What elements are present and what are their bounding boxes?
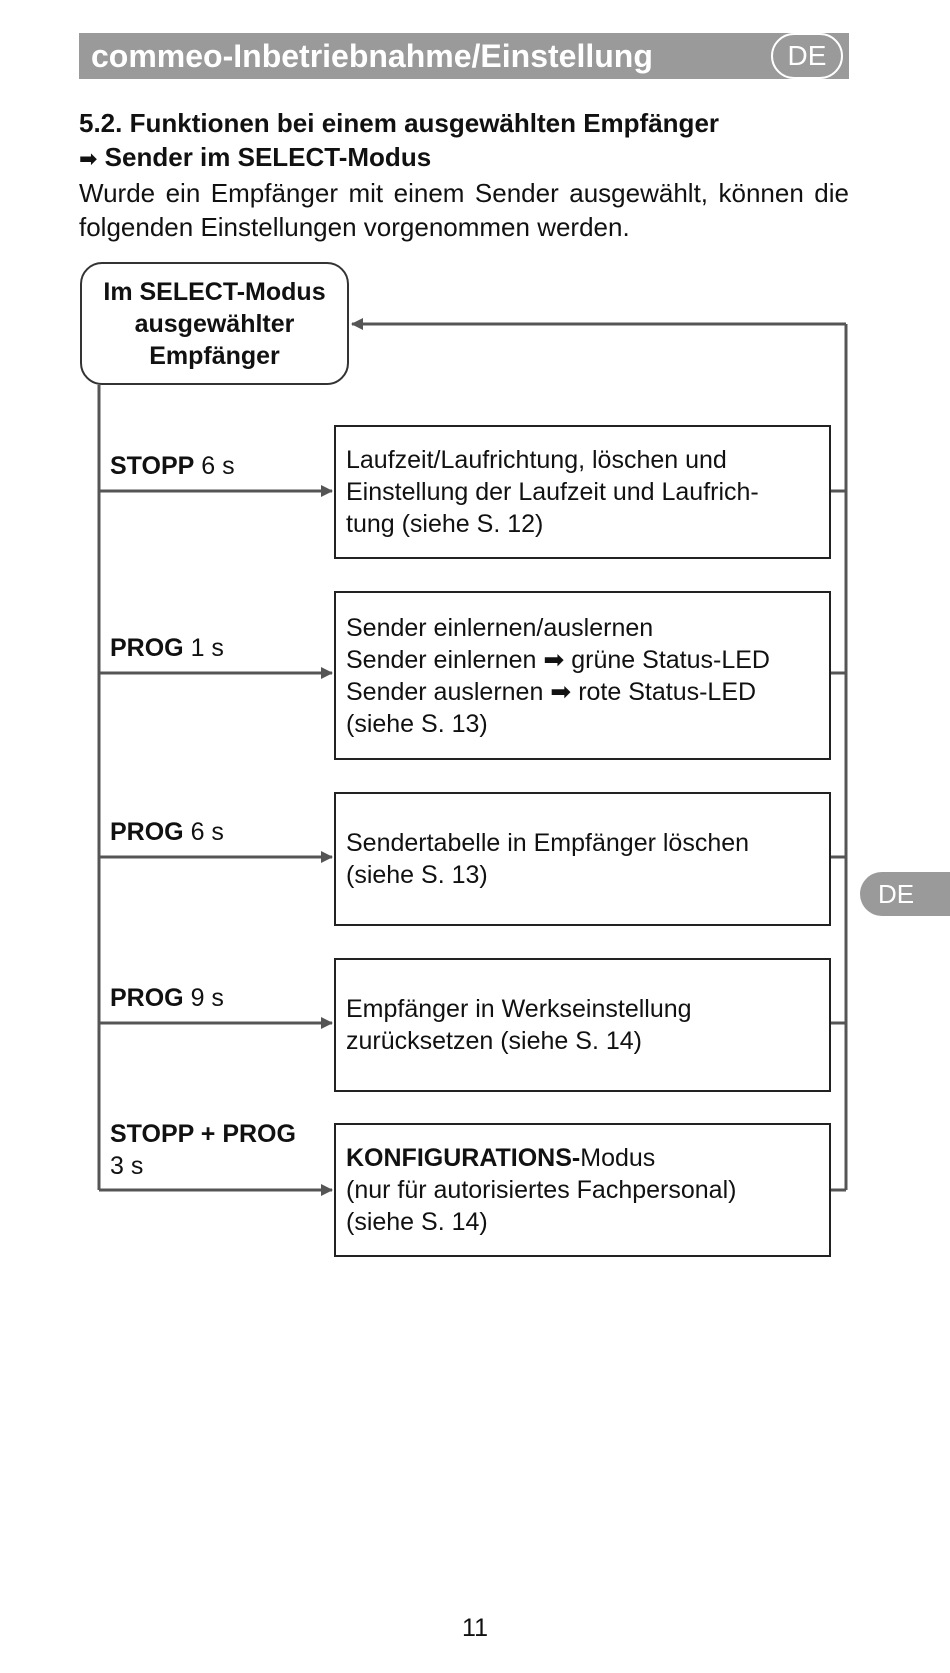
trigger-time: 1 s	[183, 634, 224, 662]
trigger-label-2	[110, 632, 224, 664]
trigger-time: 6 s	[194, 452, 235, 480]
action-box-clear-table	[334, 792, 831, 926]
subtitle-text: Sender im SELECT-Modus	[104, 142, 432, 172]
action-line: zurücksetzen (siehe S. 14)	[346, 1027, 642, 1055]
start-box-line: Empfänger	[149, 341, 280, 370]
start-box-line: Im SELECT-Modus	[103, 277, 326, 306]
action-line: Sender einlernen/auslernen	[346, 613, 654, 642]
trigger-label-3	[110, 816, 224, 848]
trigger-key: PROG	[110, 818, 184, 846]
trigger-key: PROG	[110, 984, 184, 1012]
language-badge: DE	[771, 33, 843, 79]
action-line: tung (siehe S. 12)	[346, 510, 544, 538]
action-line: Einstellung der Laufzeit und Laufrich-	[346, 478, 759, 506]
trigger-key: STOPP	[110, 452, 195, 480]
action-line	[346, 1142, 736, 1174]
page-number: 11	[462, 1614, 488, 1642]
action-line: (nur für autorisiertes Fachpersonal)	[346, 1176, 737, 1204]
trigger-time: 6 s	[183, 818, 224, 846]
action-box-factory-reset	[334, 958, 831, 1092]
action-box-learn-sender	[334, 591, 831, 760]
trigger-label-4	[110, 982, 224, 1014]
config-mode-rest: Modus	[580, 1144, 656, 1172]
action-line: (siehe S. 13)	[346, 709, 488, 738]
section-title: 5.2. Funktionen bei einem ausgewählten Empfänger	[79, 108, 720, 138]
start-box-selected-receiver	[80, 262, 349, 385]
arrow-right-icon: ➡	[79, 146, 98, 171]
action-line: Empfänger in Werkseinstellung	[346, 995, 692, 1023]
trigger-key: PROG	[110, 634, 184, 662]
intro-paragraph: Wurde ein Empfänger mit einem Sender ausgewählt, können die folgenden Einstellungen vorgenommen werden.	[79, 178, 849, 242]
header-title: commeo-Inbetriebnahme/Einstellung	[91, 38, 653, 74]
trigger-label-5	[110, 1118, 296, 1182]
action-box-runtime	[334, 425, 831, 559]
action-line: Sendertabelle in Empfänger löschen	[346, 829, 750, 857]
trigger-time: 9 s	[183, 984, 224, 1012]
action-line: Sender einlernen ➡ grüne Status-LED	[346, 645, 770, 674]
start-box-line: ausgewählter	[134, 309, 295, 338]
action-line: (siehe S. 14)	[346, 1208, 488, 1236]
config-mode-bold: KONFIGURATIONS-	[346, 1144, 581, 1172]
side-language-tab: DE	[860, 872, 950, 916]
action-line: (siehe S. 13)	[346, 861, 488, 889]
trigger-label-1	[110, 450, 235, 482]
action-box-config-mode	[334, 1123, 831, 1257]
action-line: Laufzeit/Laufrichtung, löschen und	[346, 446, 727, 474]
action-line: Sender auslernen ➡ rote Status-LED	[346, 677, 757, 706]
trigger-time: 3 s	[110, 1152, 144, 1180]
trigger-key: STOPP + PROG	[110, 1120, 296, 1148]
